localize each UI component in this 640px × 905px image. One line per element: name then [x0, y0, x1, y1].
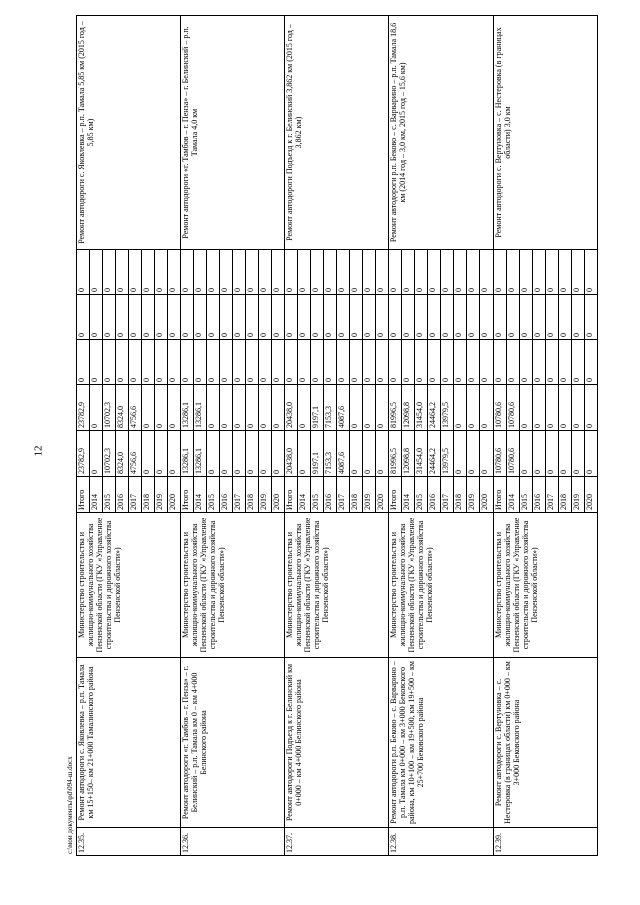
- expected-result: Ремонт автодороги р.п. Беково – с. Варварино – р.п. Тамала 18,6 км (2014 год – 3,0 км, 2015 год – 15,6 км): [389, 16, 493, 250]
- total-cell: 10702,3: [103, 431, 116, 477]
- regional-budget-cell: 0: [272, 385, 285, 431]
- federal-budget-cell: 0: [441, 340, 454, 385]
- row-number: 12.39.: [493, 828, 598, 856]
- year-cell: 2016: [428, 477, 441, 513]
- local-budget-cell: 0: [103, 295, 116, 340]
- federal-budget-cell: 0: [311, 340, 324, 385]
- regional-budget-cell: 0: [545, 385, 558, 431]
- total-cell: 10780,6: [506, 431, 519, 477]
- expected-result: Ремонт автодороги с. Яковлевка – р.п. Тамала 5,85 км (2015 год –5,85 км): [77, 16, 181, 250]
- executor-name: Министерство строительства и жилищно-коммунального хозяйства Пензенской области (ГКУ «Управление строительства и дорожного хозяйства Пензенской области»): [389, 513, 493, 658]
- year-cell: 2015: [311, 477, 324, 513]
- regional-budget-cell: 0: [233, 385, 246, 431]
- federal-budget-cell: 0: [493, 340, 506, 385]
- federal-budget-cell: 0: [376, 340, 389, 385]
- federal-budget-cell: 0: [233, 340, 246, 385]
- extrabudget-cell: 0: [298, 250, 311, 295]
- extrabudget-cell: 0: [376, 250, 389, 295]
- federal-budget-cell: 0: [129, 340, 142, 385]
- regional-budget-cell: 0: [259, 385, 272, 431]
- local-budget-cell: 0: [441, 295, 454, 340]
- local-budget-cell: 0: [194, 295, 207, 340]
- federal-budget-cell: 0: [324, 340, 337, 385]
- regional-budget-cell: 20438,0: [285, 385, 298, 431]
- extrabudget-cell: 0: [90, 250, 103, 295]
- local-budget-cell: 0: [168, 295, 181, 340]
- total-cell: 81996,5: [389, 431, 402, 477]
- year-cell: 2019: [259, 477, 272, 513]
- total-cell: 0: [545, 431, 558, 477]
- local-budget-cell: 0: [272, 295, 285, 340]
- federal-budget-cell: 0: [272, 340, 285, 385]
- extrabudget-cell: 0: [220, 250, 233, 295]
- year-cell: 2014: [194, 477, 207, 513]
- year-cell: 2014: [506, 477, 519, 513]
- extrabudget-cell: 0: [441, 250, 454, 295]
- year-cell: 2017: [129, 477, 142, 513]
- extrabudget-cell: 0: [285, 250, 298, 295]
- local-budget-cell: 0: [389, 295, 402, 340]
- local-budget-cell: 0: [519, 295, 532, 340]
- measure-name: Ремонт автодороги «г. Тамбов – г. Пенза» – г. Белинский – р.п. Тамала км 0 – км 4+000 Белинского района: [181, 658, 285, 828]
- year-cell: 2020: [584, 477, 597, 513]
- expected-result: Ремонт автодороги с. Вертуновка – с. Нестеровка (в границах области) 3,0 км: [493, 16, 598, 250]
- local-budget-cell: 0: [415, 295, 428, 340]
- total-cell: 8324,0: [116, 431, 129, 477]
- year-cell: 2018: [142, 477, 155, 513]
- local-budget-cell: 0: [571, 295, 584, 340]
- year-cell: 2017: [545, 477, 558, 513]
- regional-budget-cell: 0: [558, 385, 571, 431]
- year-cell: 2014: [90, 477, 103, 513]
- local-budget-cell: 0: [207, 295, 220, 340]
- regional-budget-cell: 0: [155, 385, 168, 431]
- extrabudget-cell: 0: [246, 250, 259, 295]
- federal-budget-cell: 0: [142, 340, 155, 385]
- extrabudget-cell: 0: [480, 250, 493, 295]
- total-cell: 4087,6: [337, 431, 350, 477]
- year-cell: 2020: [376, 477, 389, 513]
- regional-budget-cell: 0: [480, 385, 493, 431]
- regional-budget-cell: 0: [376, 385, 389, 431]
- regional-budget-cell: 0: [519, 385, 532, 431]
- table-row: [181, 16, 194, 856]
- extrabudget-cell: 0: [584, 250, 597, 295]
- year-cell: Итого: [493, 477, 506, 513]
- extrabudget-cell: 0: [142, 250, 155, 295]
- program-table: [76, 15, 598, 856]
- row-number: 12.38.: [389, 828, 493, 856]
- local-budget-cell: 0: [298, 295, 311, 340]
- regional-budget-cell: 0: [246, 385, 259, 431]
- total-cell: 0: [246, 431, 259, 477]
- total-cell: 0: [363, 431, 376, 477]
- local-budget-cell: 0: [337, 295, 350, 340]
- federal-budget-cell: 0: [558, 340, 571, 385]
- regional-budget-cell: 0: [220, 385, 233, 431]
- year-cell: Итого: [77, 477, 90, 513]
- year-cell: 2018: [454, 477, 467, 513]
- local-budget-cell: 0: [259, 295, 272, 340]
- federal-budget-cell: 0: [480, 340, 493, 385]
- extrabudget-cell: 0: [168, 250, 181, 295]
- year-cell: 2019: [363, 477, 376, 513]
- year-cell: 2019: [467, 477, 480, 513]
- year-cell: 2016: [220, 477, 233, 513]
- extrabudget-cell: 0: [350, 250, 363, 295]
- regional-budget-cell: 0: [571, 385, 584, 431]
- measure-name: Ремонт автодороги Подъезд к г. Белинский км 0+000 – км 4+000 Белинского района: [285, 658, 389, 828]
- total-cell: 0: [532, 431, 545, 477]
- regional-budget-cell: 12098,8: [402, 385, 415, 431]
- executor-name: Министерство строительства и жилищно-коммунального хозяйства Пензенской области (ГКУ «Управление строительства и дорожного хозяйства Пензенской области»): [285, 513, 389, 658]
- total-cell: 31454,0: [415, 431, 428, 477]
- total-cell: 0: [90, 431, 103, 477]
- extrabudget-cell: 0: [454, 250, 467, 295]
- total-cell: 0: [558, 431, 571, 477]
- federal-budget-cell: 0: [90, 340, 103, 385]
- regional-budget-cell: 31454,0: [415, 385, 428, 431]
- local-budget-cell: 0: [454, 295, 467, 340]
- local-budget-cell: 0: [467, 295, 480, 340]
- expected-result: Ремонт автодороги «г. Тамбов – г. Пенза» – г. Белинский – р.п. Тамала 4,0 км: [181, 16, 285, 250]
- local-budget-cell: 0: [90, 295, 103, 340]
- total-cell: 9197,1: [311, 431, 324, 477]
- regional-budget-cell: 0: [363, 385, 376, 431]
- federal-budget-cell: 0: [298, 340, 311, 385]
- regional-budget-cell: 10780,6: [506, 385, 519, 431]
- local-budget-cell: 0: [77, 295, 90, 340]
- federal-budget-cell: 0: [194, 340, 207, 385]
- federal-budget-cell: 0: [415, 340, 428, 385]
- federal-budget-cell: 0: [363, 340, 376, 385]
- regional-budget-cell: 0: [90, 385, 103, 431]
- extrabudget-cell: 0: [129, 250, 142, 295]
- local-budget-cell: 0: [532, 295, 545, 340]
- federal-budget-cell: 0: [389, 340, 402, 385]
- extrabudget-cell: 0: [324, 250, 337, 295]
- total-cell: 13979,5: [441, 431, 454, 477]
- measure-name: Ремонт автодороги с. Вертуновка – с. Нестеровка (в границах области) км 0+000 – км 3+000 Бековского района: [493, 658, 598, 828]
- total-cell: 7153,3: [324, 431, 337, 477]
- extrabudget-cell: 0: [519, 250, 532, 295]
- expected-result: Ремонт автодороги Подъезд к г. Белинский 3,862 км (2015 год –3,862 км): [285, 16, 389, 250]
- regional-budget-cell: 7153,3: [324, 385, 337, 431]
- year-cell: 2017: [233, 477, 246, 513]
- extrabudget-cell: 0: [389, 250, 402, 295]
- table-row: [493, 16, 506, 856]
- year-cell: 2017: [441, 477, 454, 513]
- regional-budget-cell: 0: [298, 385, 311, 431]
- footer-file-path: c:\мои документы\pd\094-ш.docx: [66, 756, 74, 854]
- total-cell: 24464,2: [428, 431, 441, 477]
- regional-budget-cell: 81996,5: [389, 385, 402, 431]
- federal-budget-cell: 0: [181, 340, 194, 385]
- extrabudget-cell: 0: [532, 250, 545, 295]
- federal-budget-cell: 0: [77, 340, 90, 385]
- total-cell: 4756,6: [129, 431, 142, 477]
- extrabudget-cell: 0: [428, 250, 441, 295]
- local-budget-cell: 0: [142, 295, 155, 340]
- regional-budget-cell: 23782,9: [77, 385, 90, 431]
- local-budget-cell: 0: [155, 295, 168, 340]
- total-cell: 0: [220, 431, 233, 477]
- extrabudget-cell: 0: [337, 250, 350, 295]
- extrabudget-cell: 0: [207, 250, 220, 295]
- federal-budget-cell: 0: [454, 340, 467, 385]
- total-cell: 0: [142, 431, 155, 477]
- local-budget-cell: 0: [233, 295, 246, 340]
- page-number: 12: [32, 445, 45, 457]
- total-cell: 10780,6: [493, 431, 506, 477]
- year-cell: 2016: [532, 477, 545, 513]
- table-row: [77, 16, 90, 856]
- extrabudget-cell: 0: [259, 250, 272, 295]
- total-cell: 0: [571, 431, 584, 477]
- year-cell: Итого: [389, 477, 402, 513]
- year-cell: 2015: [519, 477, 532, 513]
- federal-budget-cell: 0: [116, 340, 129, 385]
- federal-budget-cell: 0: [506, 340, 519, 385]
- extrabudget-cell: 0: [181, 250, 194, 295]
- regional-budget-cell: 13286,1: [194, 385, 207, 431]
- local-budget-cell: 0: [558, 295, 571, 340]
- measure-name: Ремонт автодороги р.п. Беково – с. Варварино – р.п. Тамала км 0+000 – км 3+000 Бековского района, км 10+100 – км 19+500, км 19+500 – км 25+700 Бековского района: [389, 658, 493, 828]
- local-budget-cell: 0: [584, 295, 597, 340]
- year-cell: 2020: [480, 477, 493, 513]
- federal-budget-cell: 0: [584, 340, 597, 385]
- total-cell: 23782,9: [77, 431, 90, 477]
- total-cell: 0: [584, 431, 597, 477]
- total-cell: 0: [454, 431, 467, 477]
- local-budget-cell: 0: [324, 295, 337, 340]
- regional-budget-cell: 8324,0: [116, 385, 129, 431]
- local-budget-cell: 0: [181, 295, 194, 340]
- total-cell: 0: [168, 431, 181, 477]
- local-budget-cell: 0: [376, 295, 389, 340]
- extrabudget-cell: 0: [415, 250, 428, 295]
- federal-budget-cell: 0: [467, 340, 480, 385]
- federal-budget-cell: 0: [428, 340, 441, 385]
- total-cell: 0: [207, 431, 220, 477]
- local-budget-cell: 0: [480, 295, 493, 340]
- federal-budget-cell: 0: [519, 340, 532, 385]
- federal-budget-cell: 0: [337, 340, 350, 385]
- total-cell: 0: [233, 431, 246, 477]
- year-cell: 2018: [246, 477, 259, 513]
- federal-budget-cell: 0: [259, 340, 272, 385]
- federal-budget-cell: 0: [246, 340, 259, 385]
- extrabudget-cell: 0: [103, 250, 116, 295]
- federal-budget-cell: 0: [532, 340, 545, 385]
- federal-budget-cell: 0: [155, 340, 168, 385]
- year-cell: 2017: [337, 477, 350, 513]
- year-cell: 2014: [298, 477, 311, 513]
- total-cell: 13286,1: [194, 431, 207, 477]
- extrabudget-cell: 0: [155, 250, 168, 295]
- local-budget-cell: 0: [129, 295, 142, 340]
- total-cell: 0: [272, 431, 285, 477]
- total-cell: 0: [519, 431, 532, 477]
- extrabudget-cell: 0: [402, 250, 415, 295]
- extrabudget-cell: 0: [467, 250, 480, 295]
- regional-budget-cell: 4756,6: [129, 385, 142, 431]
- federal-budget-cell: 0: [168, 340, 181, 385]
- regional-budget-cell: 0: [584, 385, 597, 431]
- extrabudget-cell: 0: [272, 250, 285, 295]
- federal-budget-cell: 0: [103, 340, 116, 385]
- local-budget-cell: 0: [285, 295, 298, 340]
- extrabudget-cell: 0: [363, 250, 376, 295]
- total-cell: 13286,1: [181, 431, 194, 477]
- table-row: [389, 16, 402, 856]
- local-budget-cell: 0: [493, 295, 506, 340]
- year-cell: Итого: [181, 477, 194, 513]
- local-budget-cell: 0: [246, 295, 259, 340]
- regional-budget-cell: 10702,3: [103, 385, 116, 431]
- year-cell: 2014: [402, 477, 415, 513]
- federal-budget-cell: 0: [402, 340, 415, 385]
- local-budget-cell: 0: [506, 295, 519, 340]
- year-cell: 2020: [272, 477, 285, 513]
- extrabudget-cell: 0: [545, 250, 558, 295]
- local-budget-cell: 0: [363, 295, 376, 340]
- federal-budget-cell: 0: [350, 340, 363, 385]
- regional-budget-cell: 0: [207, 385, 220, 431]
- regional-budget-cell: 9197,1: [311, 385, 324, 431]
- regional-budget-cell: 4087,6: [337, 385, 350, 431]
- total-cell: 0: [298, 431, 311, 477]
- total-cell: 0: [376, 431, 389, 477]
- year-cell: 2015: [207, 477, 220, 513]
- year-cell: 2016: [116, 477, 129, 513]
- total-cell: 0: [155, 431, 168, 477]
- local-budget-cell: 0: [402, 295, 415, 340]
- regional-budget-cell: 10780,6: [493, 385, 506, 431]
- local-budget-cell: 0: [220, 295, 233, 340]
- year-cell: 2018: [350, 477, 363, 513]
- extrabudget-cell: 0: [233, 250, 246, 295]
- federal-budget-cell: 0: [285, 340, 298, 385]
- extrabudget-cell: 0: [116, 250, 129, 295]
- regional-budget-cell: 13979,5: [441, 385, 454, 431]
- year-cell: 2015: [415, 477, 428, 513]
- executor-name: Министерство строительства и жилищно-коммунального хозяйства Пензенской области (ГКУ «Управление строительства и дорожного хозяйства Пензенской области»): [77, 513, 181, 658]
- rotated-table-container: [76, 16, 598, 856]
- regional-budget-cell: 24464,2: [428, 385, 441, 431]
- local-budget-cell: 0: [428, 295, 441, 340]
- total-cell: 0: [467, 431, 480, 477]
- year-cell: 2019: [571, 477, 584, 513]
- extrabudget-cell: 0: [194, 250, 207, 295]
- regional-budget-cell: 0: [350, 385, 363, 431]
- year-cell: 2019: [155, 477, 168, 513]
- table-row: [285, 16, 298, 856]
- year-cell: 2020: [168, 477, 181, 513]
- federal-budget-cell: 0: [571, 340, 584, 385]
- total-cell: 0: [259, 431, 272, 477]
- row-number: 12.36.: [181, 828, 285, 856]
- total-cell: 12098,8: [402, 431, 415, 477]
- extrabudget-cell: 0: [493, 250, 506, 295]
- federal-budget-cell: 0: [207, 340, 220, 385]
- regional-budget-cell: 0: [142, 385, 155, 431]
- year-cell: 2016: [324, 477, 337, 513]
- year-cell: Итого: [285, 477, 298, 513]
- extrabudget-cell: 0: [311, 250, 324, 295]
- regional-budget-cell: 0: [467, 385, 480, 431]
- extrabudget-cell: 0: [506, 250, 519, 295]
- table-body: [77, 16, 598, 856]
- executor-name: Министерство строительства и жилищно-коммунального хозяйства Пензенской области (ГКУ «Управление строительства и дорожного хозяйства Пензенской области»): [493, 513, 598, 658]
- extrabudget-cell: 0: [558, 250, 571, 295]
- row-number: 12.37.: [285, 828, 389, 856]
- executor-name: Министерство строительства и жилищно-коммунального хозяйства Пензенской области (ГКУ «Управление строительства и дорожного хозяйства Пензенской области»): [181, 513, 285, 658]
- total-cell: 20438,0: [285, 431, 298, 477]
- regional-budget-cell: 13286,1: [181, 385, 194, 431]
- extrabudget-cell: 0: [77, 250, 90, 295]
- total-cell: 0: [350, 431, 363, 477]
- measure-name: Ремонт автодороги с. Яковлевка – р.п. Тамала км 15+150– км 21+000 Тамалинского района: [77, 658, 181, 828]
- local-budget-cell: 0: [311, 295, 324, 340]
- row-number: 12.35.: [77, 828, 181, 856]
- local-budget-cell: 0: [116, 295, 129, 340]
- federal-budget-cell: 0: [220, 340, 233, 385]
- local-budget-cell: 0: [545, 295, 558, 340]
- federal-budget-cell: 0: [545, 340, 558, 385]
- extrabudget-cell: 0: [571, 250, 584, 295]
- regional-budget-cell: 0: [532, 385, 545, 431]
- regional-budget-cell: 0: [454, 385, 467, 431]
- local-budget-cell: 0: [350, 295, 363, 340]
- year-cell: 2018: [558, 477, 571, 513]
- regional-budget-cell: 0: [168, 385, 181, 431]
- total-cell: 0: [480, 431, 493, 477]
- year-cell: 2015: [103, 477, 116, 513]
